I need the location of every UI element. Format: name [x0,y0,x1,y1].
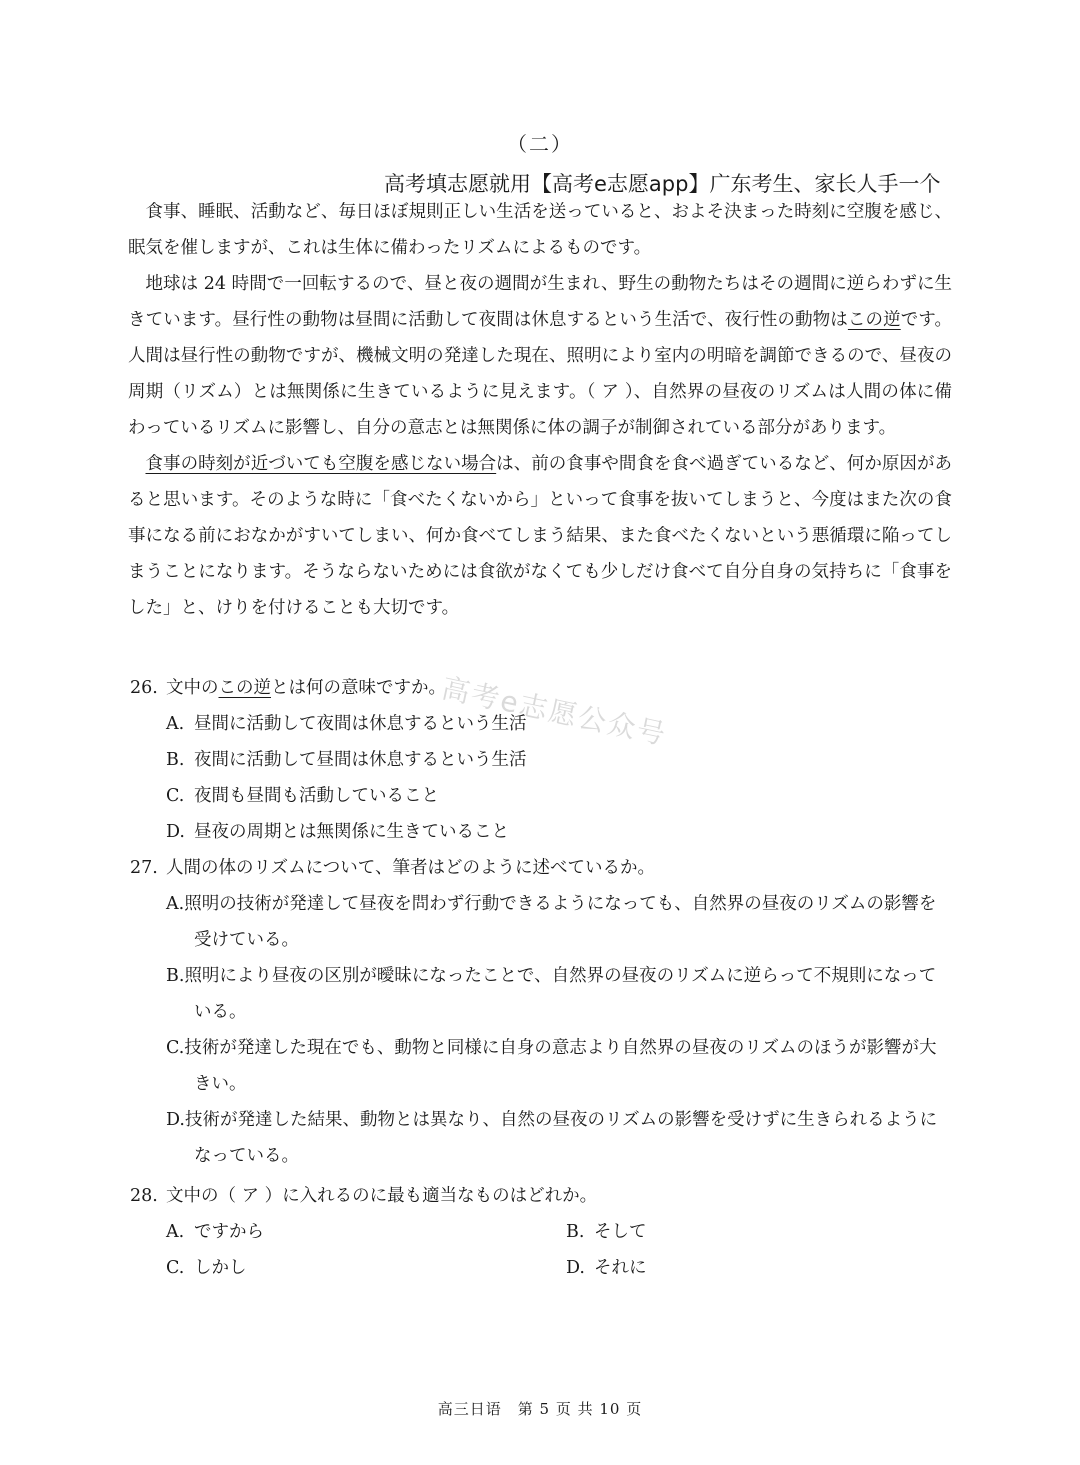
question-26-stem [130,670,952,706]
stem-text: 文中の [166,678,219,698]
option-text: 夜間も昼間も活動していること [194,786,439,806]
option-a[interactable] [130,886,952,958]
paragraph-2-part-b: です。人間は昼行性の動物ですが、機械文明の発達した現在、照明により室内の明暗を調節できるので、昼夜の周期（リズム）とは無関係に生きているように見えます。（ ア ）、自然界の昼夜のリズムは人間の体に備わっているリズムに影響し、自分の意志とは無関係に体の調子が制御されている部分があります。 [128,310,953,438]
option-text: それに [594,1258,647,1278]
option-letter: B. [166,966,185,986]
option-letter: B. [566,1222,585,1242]
option-text: 照明により昼夜の区別が曖昧になったことで、自然界の昼夜のリズムに逆らって不規則になっている。 [184,966,937,1022]
option-c[interactable] [130,778,952,814]
stem-text-end: とは何の意味ですか。 [271,678,446,698]
option-b[interactable] [130,742,952,778]
option-text: 技術が発達した現在でも、動物と同様に自身の意志より自然界の昼夜のリズムのほうが影響が大きい。 [184,1038,937,1094]
option-letter: A. [166,1222,185,1242]
stem-text: 文中の（ ア ）に入れるのに最も適当なものはどれか。 [166,1186,598,1206]
option-letter: C. [166,1258,185,1278]
paragraph-1: 食事、睡眠、活動など、毎日ほぼ規則正しい生活を送っていると、およそ決まった時刻に空腹を感じ、眠気を催しますが、これは生体に備わったリズムによるものです。 [128,202,952,258]
page-footer: 高三日语 第 5 页 共 10 页 [437,1400,643,1418]
reading-passage [128,194,952,626]
question-28 [130,1178,952,1286]
promo-banner: 高考填志愿就用【高考e志愿app】广东考生、家长人手一个 [384,172,941,196]
question-26 [130,670,952,850]
paragraph-2-part-a: 地球は 24 時間で一回転するので、昼と夜の週間が生まれ、野生の動物たちはその週間に逆らわずに生きています。昼行性の動物は昼間に活動して夜間は休息するという生活で、夜行性の動物は [128,274,952,330]
underlined-phrase-kono-gyaku: この逆 [847,310,901,330]
option-c[interactable] [166,1250,566,1286]
option-text: 昼夜の周期とは無関係に生きていること [194,822,509,842]
underlined-phrase-shokuji: 食事の時刻が近づいても空腹を感じない場合 [145,454,497,474]
paragraph-2 [128,266,952,446]
option-letter: D. [166,822,185,842]
option-text: 技術が発達した結果、動物とは異なり、自然の昼夜のリズムの影響を受けずに生きられるようになっている。 [184,1110,938,1166]
option-d[interactable] [130,1102,952,1174]
option-b[interactable] [566,1214,966,1250]
options-grid [130,1214,952,1286]
paragraph-3-part-b: は、前の食事や間食を食べ過ぎているなど、何か原因があると思います。そのような時に「食べたくないから」といって食事を抜いてしまうと、今度はまた次の食事になる前におなかがすいてしまい、何か食べてしまう結果、また食べたくないという悪循環に陥ってしまうことになります。そうならないためには食欲がなくても少しだけ食べて自分自身の気持ちに「食事をした」と、けりを付けることも大切です。 [128,454,953,618]
question-number: 27. [130,858,158,878]
question-number: 28. [130,1186,158,1206]
option-a[interactable] [166,1214,566,1250]
option-text: 昼間に活動して夜間は休息するという生活 [194,714,527,734]
option-text: 夜間に活動して昼間は休息するという生活 [194,750,527,770]
option-letter: C. [166,786,185,806]
option-text: 照明の技術が発達して昼夜を問わず行動できるようになっても、自然界の昼夜のリズムの影響を受けている。 [184,894,937,950]
option-letter: C. [166,1038,185,1058]
option-d[interactable] [130,814,952,850]
option-text: しかし [194,1258,247,1278]
option-text: ですから [194,1222,264,1242]
option-letter: B. [166,750,185,770]
option-letter: A. [166,894,185,914]
option-text: そして [594,1222,647,1242]
option-c[interactable] [130,1030,952,1102]
paragraph-3 [128,446,952,626]
option-a[interactable] [130,706,952,742]
question-28-stem [130,1178,952,1214]
question-27-stem [130,850,952,886]
question-number: 26. [130,678,158,698]
question-27 [130,850,952,1174]
watermark: 高考e志愿公众号 [438,671,670,752]
stem-text: 人間の体のリズムについて、筆者はどのように述べているか。 [166,858,655,878]
option-letter: A. [166,714,185,734]
option-letter: D. [166,1110,185,1130]
section-title: （二） [507,132,573,156]
option-b[interactable] [130,958,952,1030]
stem-underline: この逆 [218,678,271,698]
option-letter: D. [566,1258,585,1278]
option-d[interactable] [566,1250,966,1286]
